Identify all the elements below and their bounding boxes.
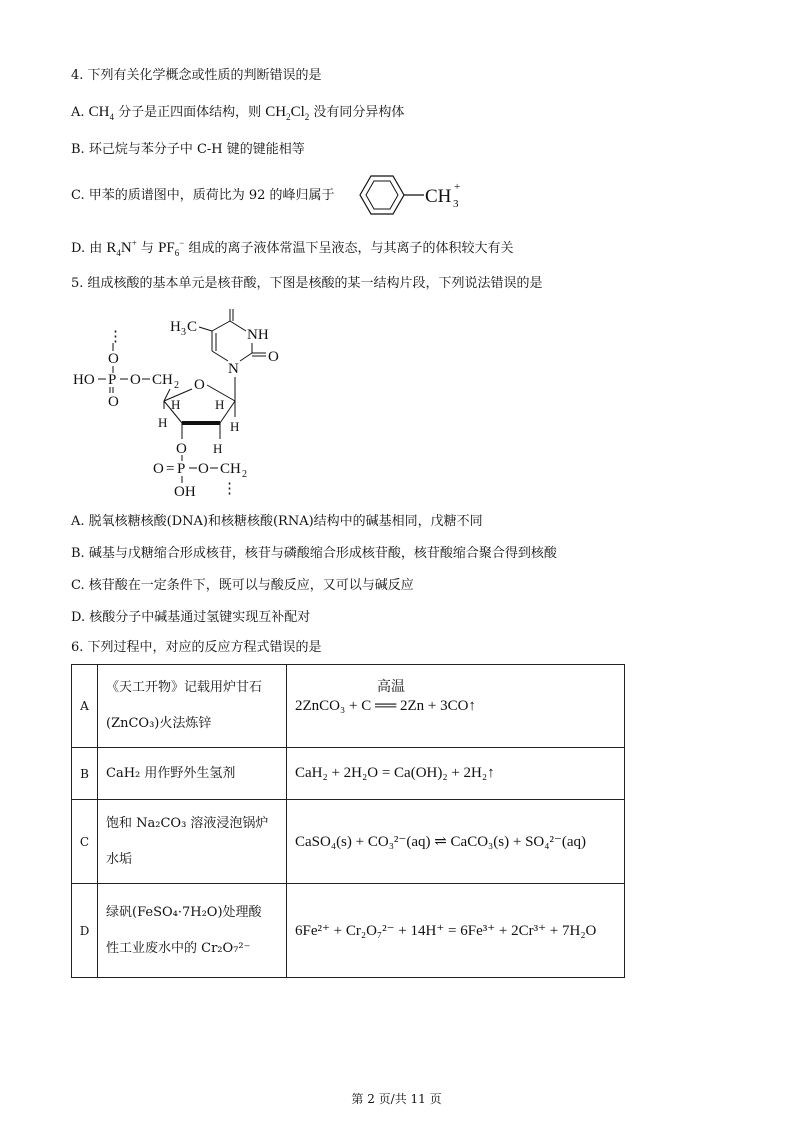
q4-option-a: A. $CH_4$ 分子是正四面体结构，则 $CH_2Cl_2$ 没有同分异构体 <box>71 104 405 122</box>
svg-text:H: H <box>215 397 225 412</box>
svg-text:O: O <box>198 461 209 477</box>
svg-text:H: H <box>171 397 181 412</box>
q4-stem: 4. 下列有关化学概念或性质的判断错误的是 <box>71 68 322 83</box>
svg-text:O: O <box>130 372 141 388</box>
q4-option-b: B. 环己烷与苯分子中 C-H 键的键能相等 <box>71 142 305 157</box>
ch3-label: CH <box>425 186 452 207</box>
svg-text:CH: CH <box>220 461 241 477</box>
svg-text:+: + <box>454 181 461 193</box>
svg-text:2: 2 <box>174 380 179 391</box>
svg-text:O: O <box>268 349 279 365</box>
row-description: 绿矾(FeSO₄·7H₂O)处理酸 性工业废水中的 Cr₂O₇²⁻ <box>98 884 287 978</box>
table-row <box>72 665 625 748</box>
svg-text:O: O <box>176 441 187 457</box>
svg-text:CH: CH <box>152 372 173 388</box>
svg-text:NH: NH <box>247 327 269 343</box>
svg-text:P: P <box>177 461 186 477</box>
table-row <box>72 800 625 884</box>
svg-text:N: N <box>228 361 239 377</box>
page-footer: 第 2 页/共 11 页 <box>351 1092 442 1106</box>
row-description: CaH₂ 用作野外生氢剂 <box>98 748 287 800</box>
svg-text:3: 3 <box>181 327 186 338</box>
row-equation: 高温 2ZnCO₃ + C ══ 2Zn + 3CO↑ <box>287 665 625 748</box>
svg-text:C: C <box>187 319 198 335</box>
table-row <box>72 748 625 800</box>
q6-stem: 6. 下列过程中，对应的反应方程式错误的是 <box>71 640 322 655</box>
svg-text:H: H <box>158 415 168 430</box>
svg-text:⋮: ⋮ <box>222 481 237 497</box>
svg-text:H: H <box>230 419 240 434</box>
q5-option-c: C. 核苷酸在一定条件下，既可以与酸反应，又可以与碱反应 <box>71 578 414 593</box>
row-equation: CaH₂ + 2H₂O = Ca(OH)₂ + 2H₂↑ <box>287 748 625 800</box>
q6-table <box>71 664 625 978</box>
q5-option-d: D. 核酸分子中碱基通过氢键实现互补配对 <box>71 610 311 625</box>
svg-text:3: 3 <box>453 198 459 210</box>
q5-option-b: B. 碱基与戊糖缩合形成核苷，核苷与磷酸缩合形成核苷酸，核苷酸缩合聚合得到核酸 <box>71 546 557 561</box>
svg-text:H: H <box>213 441 223 456</box>
row-equation: CaSO₄(s) + CO₃²⁻(aq) ⇌ CaCO₃(s) + SO₄²⁻(aq) <box>287 800 625 884</box>
table-row <box>72 884 625 978</box>
svg-text:O: O <box>194 377 205 393</box>
row-description: 饱和 Na₂CO₃ 溶液浸泡锅炉 水垢 <box>98 800 287 884</box>
svg-text:H: H <box>170 319 181 335</box>
svg-text:=: = <box>166 461 175 477</box>
row-label: C <box>72 800 98 884</box>
svg-text:⋮: ⋮ <box>108 329 123 345</box>
row-description: 《天工开物》记载用炉甘石 (ZnCO₃)火法炼锌 <box>98 665 287 748</box>
svg-text:O: O <box>108 351 119 367</box>
svg-text:2: 2 <box>242 469 247 480</box>
row-label: D <box>72 884 98 978</box>
row-equation: 6Fe²⁺ + Cr₂O₇²⁻ + 14H⁺ = 6Fe³⁺ + 2Cr³⁺ + 7H₂O <box>287 884 625 978</box>
svg-text:OH: OH <box>174 484 196 500</box>
svg-text:O: O <box>108 394 119 410</box>
q5-option-a: A. 脱氧核糖核酸(DNA)和核糖核酸(RNA)结构中的碱基相同，戊糖不同 <box>71 514 483 529</box>
q5-stem: 5. 组成核酸的基本单元是核苷酸，下图是核酸的某一结构片段，下列说法错误的是 <box>71 276 543 291</box>
svg-text:P: P <box>108 372 117 388</box>
toluene-cation-structure <box>350 170 470 220</box>
svg-text:HO: HO <box>73 372 95 388</box>
row-label: B <box>72 748 98 800</box>
q4-option-d: D. 由 $R_4N^+$ 与 $PF_6^-$ 组成的离子液体常温下呈液态，与其离子的体积较大有关 <box>71 238 514 258</box>
nucleotide-fragment-structure <box>70 305 300 505</box>
svg-text:O: O <box>153 461 164 477</box>
row-label: A <box>72 665 98 748</box>
q4-option-c: C. 甲苯的质谱图中，质荷比为 92 的峰归属于 <box>71 188 335 203</box>
